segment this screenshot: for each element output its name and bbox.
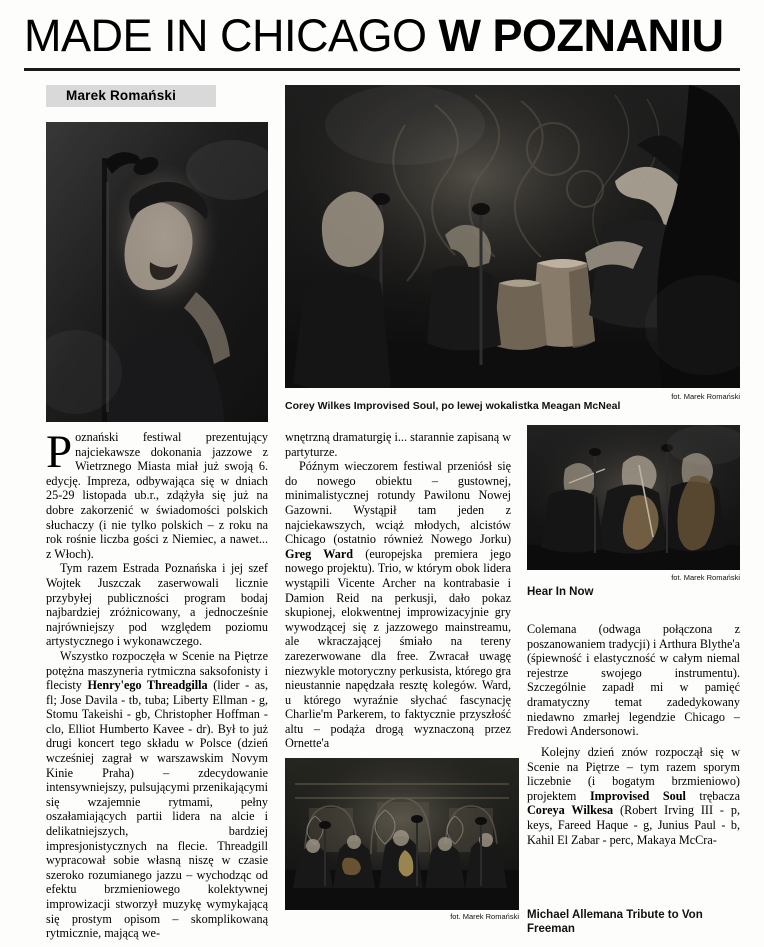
paragraph (285, 459, 511, 751)
emphasized-name: Greg Ward (285, 546, 354, 561)
body-column-1 (46, 426, 268, 941)
paragraph (527, 622, 740, 739)
corey-wilkes-photo (285, 85, 740, 388)
page-title (24, 10, 740, 62)
paragraph (285, 430, 511, 459)
paragraph (46, 426, 268, 561)
corey-wilkes-photo-credit: fot. Marek Romański (671, 392, 740, 401)
singer-photo (46, 122, 268, 422)
paragraph (46, 561, 268, 649)
page-title-part2: W POZNANIU (438, 10, 724, 61)
hear-in-now-photo-artwork (527, 425, 740, 570)
body-column-2 (285, 430, 511, 751)
paragraph-text: Kolejny dzień znów rozpoczął się w Scenie na Piętrze – tym razem sporym liczebnie (i bogatym brzmieniowo) projektem Improvised Soul trębacza Coreya Wilkesa (Robert Irving III - p, keys, Fareed Haque - g, Junius Paul - b, Kahil El Zabar - perc, Makaya McCra- (527, 745, 740, 847)
hear-in-now-photo-caption: Hear In Now (527, 586, 594, 598)
page-title-part1: MADE IN CHICAGO (24, 10, 439, 61)
paragraph-text: wnętrzną dramaturgię i... starannie zapisaną w partyturze. (285, 430, 511, 459)
paragraph-text: Tym razem Estrada Poznańska i jej szef Wojtek Juszczak zaserwowali licznie przybyłej publiczności program bodaj najbardziej zróżnicowany, a jednocześnie najrówniejszy pod względem poziomu artystycznego i wykonawczego. (46, 561, 268, 649)
michael-allemana-photo-credit: fot. Marek Romański (450, 912, 519, 921)
hear-in-now-photo (527, 425, 740, 570)
corey-wilkes-photo-artwork (285, 85, 740, 388)
body-column-3-top (527, 622, 740, 739)
paragraph-text: oznański festiwal prezentujący najciekawsze dokonania jazzowe z Wietrznego Miasta miał już swoją 6. edycję. Impreza, odbywająca się w dniach 25-29 listopada ub.r., zdążyła się już na dobre zakorzenić w świadomości polskich słuchaczy (i nie tylko polskich – z roku na rok rośnie liczba gości z Niemiec, a nawet... z Włoch). (46, 430, 268, 561)
michael-allemana-photo-caption: Michael Allemana Tribute to Von Freeman (527, 909, 703, 935)
paragraph (527, 745, 740, 847)
drop-cap: P (46, 426, 73, 478)
hear-in-now-photo-credit: fot. Marek Romański (671, 573, 740, 582)
emphasized-name: Coreya Wilkesa (527, 803, 614, 818)
corey-wilkes-photo-caption: Corey Wilkes Improvised Soul, po lewej wokalistka Meagan McNeal (285, 400, 621, 412)
paragraph-text: Późnym wieczorem festiwal przeniósł się do nowego obiektu – gustownej, minimalistycznej rotundy Pawilonu Nowej Gazowni. Wystąpił tam jeden z najciekawszych, wciąż młodych, alcistów Chicago (ostatnio również Nowego Jorku) Greg Ward (europejska premiera jego nowego projektu). Trio, w którym obok lidera wystąpili Vicente Archer na kontrabasie i Damion Reid na perkusji, dało pokaz skupionej, elokwentnej improwizacyjnie gry wywodzącej się z jazzowego mainstreamu, ale wkraczającej śmiało na tereny zarezerwowane dla free. Zwracał uwagę niezwykle motoryczny perkusista, którego gra nieustannie napędzała resztę kolegów. Ward, u którego wyraźnie słychać fascynację Charlie'm Parkerem, to faktycznie przyszłość altu – podąża drogą wyznaczoną przez Ornette'a (285, 459, 512, 751)
paragraph-text: Colemana (odwaga połączona z poszanowaniem tradycji) i Arthura Blythe'a (śpiewność i elastyczność w całym niemal rejestrze swojego instrumentu). Szczególnie zapadł mi w pamięć dramatyczny temat zadedykowany niedawno zmarłej legendzie Chicago – Fredowi Andersonowi. (527, 622, 740, 739)
singer-photo-artwork (46, 122, 268, 422)
body-column-3-bottom (527, 745, 740, 847)
paragraph (46, 649, 268, 941)
header-divider (24, 68, 740, 71)
paragraph-text: Wszystko rozpoczęła w Scenie na Piętrze potężna maszyneria rytmiczna saksofonisty i flecisty Henry'ego Threadgilla (lider - as, fl; Jose Davila - tb, tuba; Liberty Ellman - g, Stomu Takeishi - gb, Christopher Hoffman - clo, Elliot Humberto Kavee - dr). Był to już drugi koncert tego składu w Polsce (dzień wcześniej zagrał w warszawskim Novym Kinie Praha) – zdecydowanie intensywniejszy, pulsującymi przenikającymi się wzajemnie rytmami, pełny oszałamiających partii lidera na alcie i delikatniejszych, bardziej impresjonistycznych na flecie. Threadgill wypracował sobie własną niszę w czasie szeroko rozumianego jazzu – wychodząc od efektu brzmieniowego kolektywnej improwizacji stworzył muzykę wymykającą się prostym opisom – skomplikowaną rytmicznie, mającą we- (46, 648, 268, 941)
emphasized-name: Improvised Soul (589, 788, 686, 803)
michael-allemana-photo-artwork (285, 758, 519, 910)
michael-allemana-photo (285, 758, 519, 910)
author-name: Marek Romański (66, 88, 177, 103)
emphasized-name: Henry'ego Threadgilla (87, 678, 208, 693)
